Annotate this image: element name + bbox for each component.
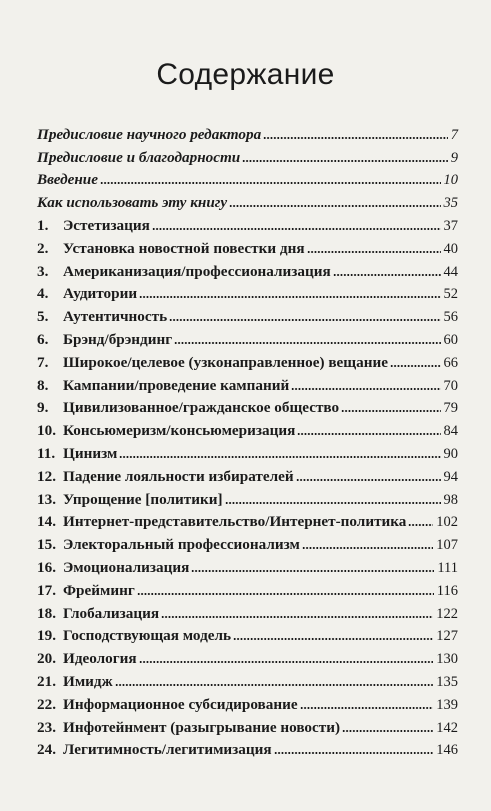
- dot-leader: [229, 204, 440, 208]
- toc-entry-page-number: 130: [436, 651, 458, 668]
- dot-leader: [307, 250, 441, 254]
- dot-leader: [225, 501, 441, 505]
- dot-leader: [274, 751, 434, 755]
- toc-entry-page-number: 44: [443, 263, 458, 280]
- toc-entry-number: 13.: [37, 490, 56, 508]
- toc-entry-title: Установка новостной повестки дня: [63, 239, 305, 257]
- toc-entry: [37, 554, 458, 577]
- toc-entry-page-number: 146: [436, 742, 458, 759]
- dot-leader: [174, 341, 440, 345]
- toc-entry-number: 23.: [37, 718, 56, 736]
- toc-entry-title: Интернет-представительство/Интернет-политика: [63, 513, 407, 531]
- toc-entry-number: 4.: [37, 285, 49, 303]
- toc-entry-title: Имидж: [63, 672, 113, 690]
- toc-entry: [37, 372, 458, 395]
- toc-entry: [37, 509, 458, 532]
- toc-entry-number: 7.: [37, 353, 49, 371]
- toc-entry: [37, 326, 458, 349]
- toc-entry-title: Господствующая модель: [63, 627, 232, 645]
- toc-entry-number: 9.: [37, 399, 49, 417]
- toc-entry-title: Информационное субсидирование: [63, 695, 298, 713]
- toc-entry-title: Как использовать эту книгу: [37, 194, 228, 212]
- dot-leader: [233, 637, 433, 641]
- dot-leader: [300, 706, 434, 710]
- toc-entry-page-number: 127: [436, 628, 458, 645]
- toc-entry-title: Аутентичность: [63, 308, 168, 326]
- toc-entry: [37, 235, 458, 258]
- toc-entry-page-number: 116: [436, 582, 458, 599]
- dot-leader: [342, 729, 433, 733]
- toc-entry: [37, 668, 458, 691]
- toc-entry-page-number: 111: [437, 559, 458, 576]
- toc-entry-number: 12.: [37, 467, 56, 485]
- toc-entry-number: 17.: [37, 581, 56, 599]
- toc-entry: [37, 189, 458, 212]
- toc-entry-page-number: 90: [443, 445, 458, 462]
- toc-entry-title: Предисловие и благодарности: [37, 148, 241, 166]
- toc-entry-number: 10.: [37, 422, 56, 440]
- toc-entry-title: Идеология: [63, 650, 137, 668]
- toc-entry: [37, 486, 458, 509]
- toc-entry-page-number: 10: [443, 172, 458, 189]
- dot-leader: [100, 181, 441, 185]
- dot-leader: [408, 523, 433, 527]
- dot-leader: [296, 478, 441, 482]
- dot-leader: [139, 660, 434, 664]
- toc-entry: [37, 714, 458, 737]
- dot-leader: [333, 273, 441, 277]
- toc-entry: [37, 691, 458, 714]
- toc-entry-number: 24.: [37, 741, 56, 759]
- toc-entry: [37, 737, 458, 760]
- toc-entry: [37, 623, 458, 646]
- toc-entry-page-number: 9: [450, 149, 458, 166]
- toc-entry-title: Электоральный профессионализм: [63, 536, 300, 554]
- toc-entry-page-number: 84: [443, 423, 458, 440]
- toc-entry-number: 3.: [37, 262, 49, 280]
- toc-entry-number: 20.: [37, 650, 56, 668]
- toc-entry: [37, 417, 458, 440]
- toc-entry-title: Брэнд/брэндинг: [63, 330, 173, 348]
- toc-entry-title: Консьюмеризм/консьюмеризация: [63, 422, 296, 440]
- dot-leader: [161, 615, 433, 619]
- toc-entry-page-number: 37: [443, 217, 458, 234]
- dot-leader: [341, 409, 440, 413]
- toc-entry-page-number: 40: [443, 240, 458, 257]
- toc-entry-number: 14.: [37, 513, 56, 531]
- toc-entry-page-number: 135: [436, 673, 458, 690]
- toc-entry-title: Введение: [37, 171, 98, 189]
- dot-leader: [263, 136, 448, 140]
- toc-entry-title: Эстетизация: [63, 216, 150, 234]
- toc-entry: [37, 463, 458, 486]
- page-title: Содержание: [156, 58, 335, 91]
- toc-entry-title: Цивилизованное/гражданское общество: [63, 399, 340, 417]
- toc-entry-page-number: 107: [436, 537, 458, 554]
- toc-entry: [37, 395, 458, 418]
- toc-entry-page-number: 142: [436, 719, 458, 736]
- toc-entry-number: 5.: [37, 308, 49, 326]
- toc-entry: [37, 258, 458, 281]
- toc-entry-page-number: 7: [450, 126, 458, 143]
- toc-entry-number: 11.: [37, 444, 56, 462]
- toc-entry-title: Аудитории: [63, 285, 138, 303]
- toc-entry: [37, 121, 458, 144]
- toc-entry-number: 22.: [37, 695, 56, 713]
- table-of-contents: [37, 121, 458, 759]
- toc-entry: [37, 577, 458, 600]
- toc-entry-title: Цинизм: [63, 444, 118, 462]
- toc-entry-page-number: 98: [443, 491, 458, 508]
- dot-leader: [242, 159, 448, 163]
- toc-entry-number: 2.: [37, 239, 49, 257]
- dot-leader: [169, 318, 440, 322]
- toc-entry: [37, 144, 458, 167]
- toc-entry-page-number: 94: [443, 468, 458, 485]
- toc-entry-page-number: 56: [443, 309, 458, 326]
- toc-entry-page-number: 60: [443, 331, 458, 348]
- toc-entry: [37, 212, 458, 235]
- toc-entry-number: 6.: [37, 330, 49, 348]
- toc-entry-page-number: 79: [443, 400, 458, 417]
- toc-entry-title: Фрейминг: [63, 581, 135, 599]
- toc-entry-title: Инфотейнмент (разыгрывание новости): [63, 718, 341, 736]
- toc-entry-title: Предисловие научного редактора: [37, 125, 262, 143]
- dot-leader: [297, 432, 440, 436]
- toc-entry-page-number: 70: [443, 377, 458, 394]
- toc-entry-title: Легитимность/легитимизация: [63, 741, 272, 759]
- toc-entry-number: 19.: [37, 627, 56, 645]
- toc-entry-number: 8.: [37, 376, 49, 394]
- toc-entry-page-number: 35: [443, 195, 458, 212]
- dot-leader: [291, 387, 440, 391]
- dot-leader: [191, 569, 434, 573]
- toc-entry-number: 21.: [37, 672, 56, 690]
- toc-entry-number: 15.: [37, 536, 56, 554]
- toc-entry-title: Американизация/профессионализация: [63, 262, 331, 280]
- dot-leader: [152, 227, 441, 231]
- toc-entry-number: 1.: [37, 216, 49, 234]
- toc-entry-page-number: 102: [436, 514, 458, 531]
- toc-entry-title: Падение лояльности избирателей: [63, 467, 294, 485]
- toc-entry: [37, 349, 458, 372]
- dot-leader: [139, 295, 440, 299]
- toc-entry: [37, 645, 458, 668]
- toc-entry: [37, 303, 458, 326]
- toc-entry: [37, 600, 458, 623]
- toc-entry-page-number: 66: [443, 354, 458, 371]
- toc-entry: [37, 531, 458, 554]
- dot-leader: [119, 455, 440, 459]
- dot-leader: [115, 683, 434, 687]
- toc-entry-page-number: 139: [436, 696, 458, 713]
- dot-leader: [302, 546, 433, 550]
- toc-entry-title: Широкое/целевое (узконаправленное) вещание: [63, 353, 388, 371]
- dot-leader: [390, 364, 441, 368]
- toc-entry-number: 18.: [37, 604, 56, 622]
- toc-entry-page-number: 52: [443, 286, 458, 303]
- toc-entry: [37, 281, 458, 304]
- toc-entry-page-number: 122: [436, 605, 458, 622]
- toc-entry-title: Упрощение [политики]: [63, 490, 223, 508]
- toc-entry: [37, 167, 458, 190]
- toc-entry: [37, 440, 458, 463]
- toc-entry-title: Кампании/проведение кампаний: [63, 376, 290, 394]
- toc-entry-title: Глобализация: [63, 604, 160, 622]
- toc-entry-title: Эмоционализация: [63, 558, 190, 576]
- toc-entry-number: 16.: [37, 558, 56, 576]
- dot-leader: [137, 592, 434, 596]
